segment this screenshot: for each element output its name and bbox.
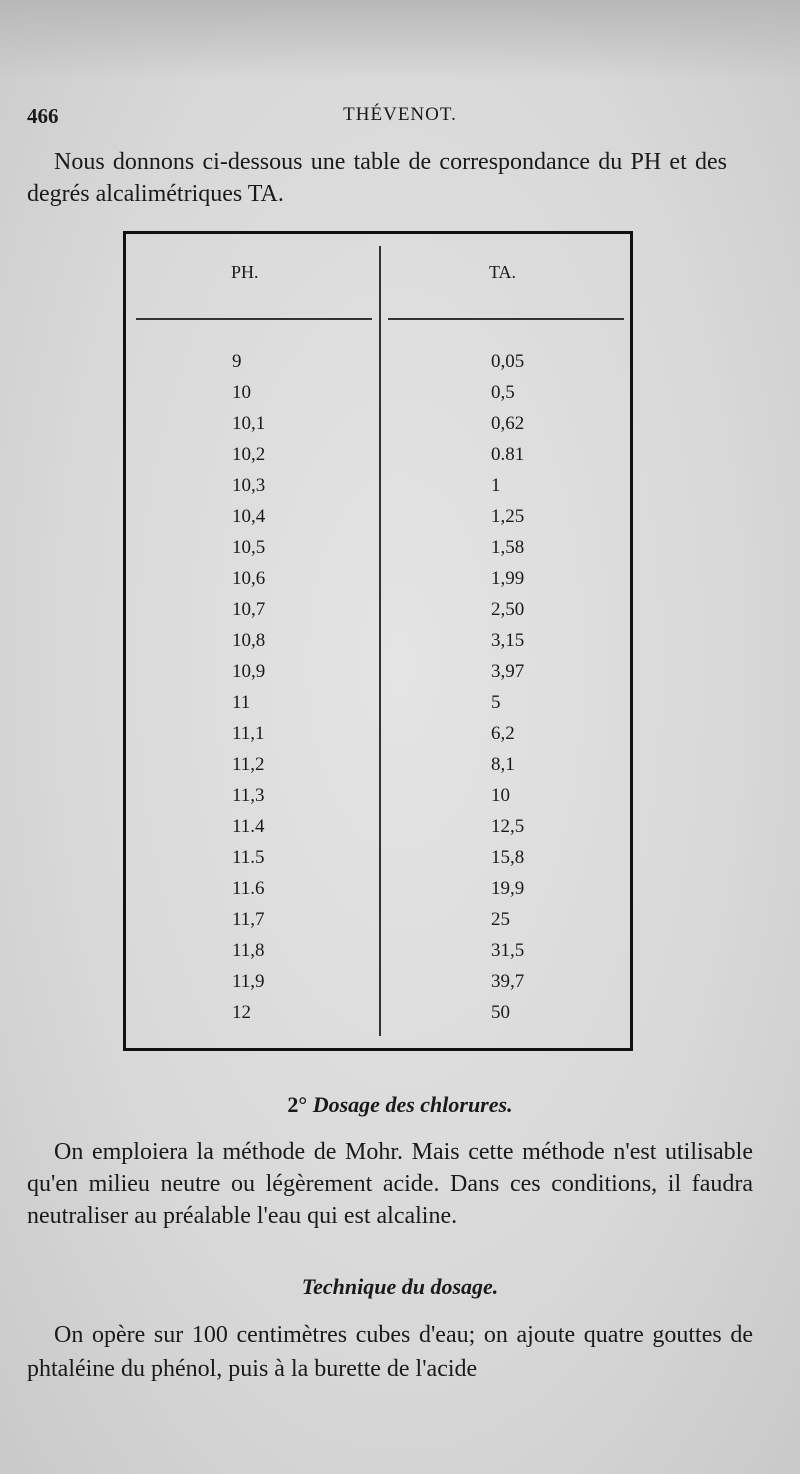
section-title-text: Dosage des chlorures. bbox=[312, 1092, 513, 1117]
ph-value: 10 bbox=[232, 382, 251, 403]
ta-value: 0.81 bbox=[491, 444, 525, 465]
ph-value: 11.5 bbox=[232, 847, 265, 868]
table-row bbox=[126, 351, 630, 382]
ph-value: 12 bbox=[232, 1002, 251, 1023]
table-row bbox=[126, 692, 630, 723]
ta-value: 15,8 bbox=[491, 847, 525, 868]
column-header-ph: PH. bbox=[231, 262, 259, 282]
ph-value: 10,4 bbox=[232, 506, 266, 527]
intro-paragraph: Nous donnons ci-dessous une table de correspondance du PH et des degrés alcalimétriques TA. bbox=[27, 149, 727, 207]
ta-value: 1 bbox=[491, 475, 501, 496]
ta-value: 3,15 bbox=[491, 630, 525, 651]
ta-value: 39,7 bbox=[491, 971, 525, 992]
table-row bbox=[126, 568, 630, 599]
ph-value: 11,3 bbox=[232, 785, 265, 806]
table-row bbox=[126, 971, 630, 1002]
body-paragraph-1: On emploiera la méthode de Mohr. Mais cette méthode n'est utilisable qu'en milieu neutre ou légèrement acide. Dans ces conditions, il faudra neutraliser au préalable l'eau qui est alcaline. bbox=[27, 1139, 753, 1229]
table-row bbox=[126, 382, 630, 413]
ta-value: 6,2 bbox=[491, 723, 515, 744]
ta-value: 25 bbox=[491, 909, 510, 930]
ta-value: 1,25 bbox=[491, 506, 525, 527]
ph-value: 10,3 bbox=[232, 475, 266, 496]
table-row bbox=[126, 475, 630, 506]
ph-value: 10,6 bbox=[232, 568, 266, 589]
ta-value: 8,1 bbox=[491, 754, 515, 775]
subsection-title: Technique du dosage. bbox=[301, 1274, 499, 1299]
table-row bbox=[126, 599, 630, 630]
table-row bbox=[126, 816, 630, 847]
ta-value: 3,97 bbox=[491, 661, 525, 682]
running-head: THÉVENOT. bbox=[343, 104, 457, 125]
table-row bbox=[126, 909, 630, 940]
ph-value: 11,1 bbox=[232, 723, 265, 744]
ph-value: 11.4 bbox=[232, 816, 265, 837]
table-body bbox=[126, 351, 630, 1033]
ph-value: 11,7 bbox=[232, 909, 265, 930]
table-row bbox=[126, 444, 630, 475]
ph-value: 10,8 bbox=[232, 630, 266, 651]
header-rule-right bbox=[388, 318, 624, 320]
body-paragraph-2: On opère sur 100 centimètres cubes d'eau; on ajoute quatre gouttes de phtaléine du phénol, puis à la burette de l'acide bbox=[27, 1322, 753, 1382]
ph-value: 10,5 bbox=[232, 537, 266, 558]
ta-value: 10 bbox=[491, 785, 510, 806]
table-row bbox=[126, 723, 630, 754]
ph-value: 10,7 bbox=[232, 599, 266, 620]
ta-value: 0,05 bbox=[491, 351, 525, 372]
table-row bbox=[126, 506, 630, 537]
ta-value: 31,5 bbox=[491, 940, 525, 961]
table-row bbox=[126, 630, 630, 661]
table-row bbox=[126, 537, 630, 568]
table-row bbox=[126, 413, 630, 444]
section-title bbox=[0, 1092, 800, 1118]
page-number: 466 bbox=[27, 104, 59, 128]
ta-value: 19,9 bbox=[491, 878, 525, 899]
ta-value: 0,62 bbox=[491, 413, 525, 434]
table-row bbox=[126, 785, 630, 816]
ta-value: 50 bbox=[491, 1002, 510, 1023]
page-edge-shadow bbox=[0, 0, 800, 80]
ta-value: 1,58 bbox=[491, 537, 525, 558]
ph-value: 11.6 bbox=[232, 878, 265, 899]
header-rule-left bbox=[136, 318, 372, 320]
ph-value: 11,8 bbox=[232, 940, 265, 961]
table-row bbox=[126, 878, 630, 909]
ph-value: 11,2 bbox=[232, 754, 265, 775]
table-row bbox=[126, 1002, 630, 1033]
ta-value: 0,5 bbox=[491, 382, 515, 403]
ph-value: 10,2 bbox=[232, 444, 266, 465]
table-row bbox=[126, 847, 630, 878]
ph-ta-table bbox=[123, 231, 633, 1051]
section-number: 2° bbox=[287, 1092, 308, 1117]
table-row bbox=[126, 661, 630, 692]
ta-value: 1,99 bbox=[491, 568, 525, 589]
column-header-ta: TA. bbox=[489, 262, 517, 282]
ph-value: 10,9 bbox=[232, 661, 266, 682]
ta-value: 12,5 bbox=[491, 816, 525, 837]
ph-value: 11 bbox=[232, 692, 251, 713]
ta-value: 2,50 bbox=[491, 599, 525, 620]
table-row bbox=[126, 754, 630, 785]
ph-value: 9 bbox=[232, 351, 242, 372]
ph-value: 11,9 bbox=[232, 971, 265, 992]
ta-value: 5 bbox=[491, 692, 501, 713]
table-row bbox=[126, 940, 630, 971]
ph-value: 10,1 bbox=[232, 413, 266, 434]
